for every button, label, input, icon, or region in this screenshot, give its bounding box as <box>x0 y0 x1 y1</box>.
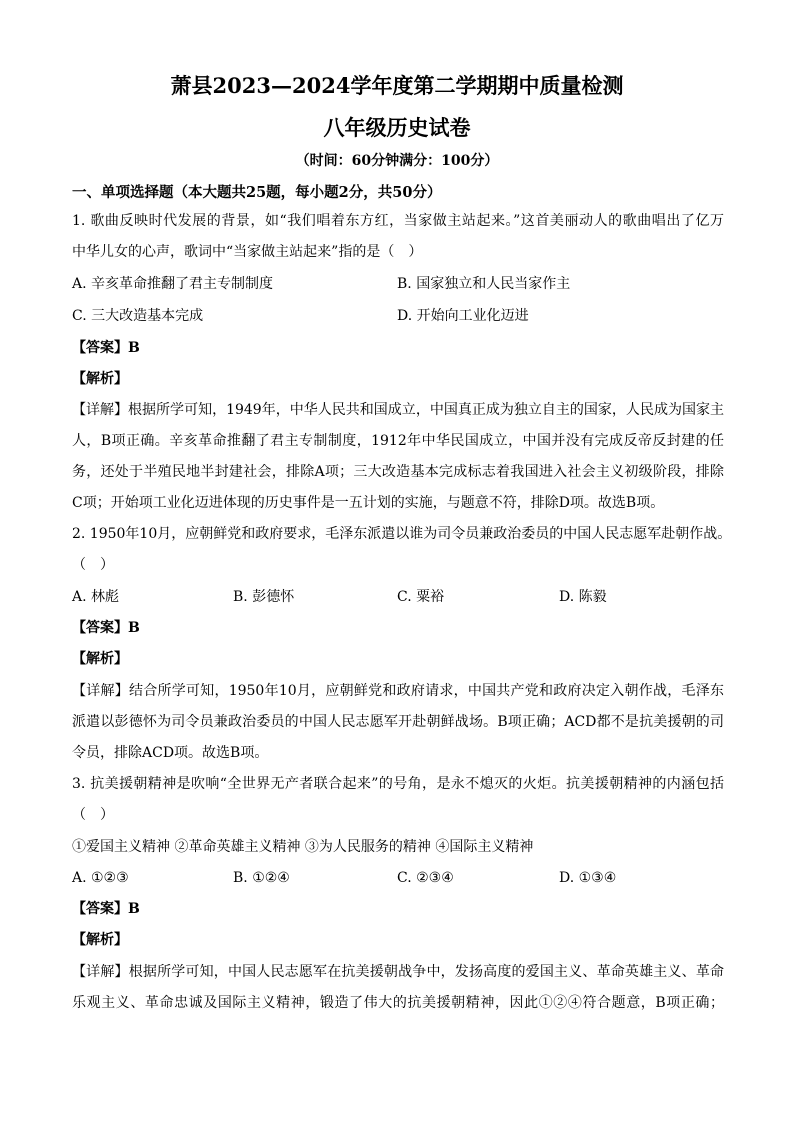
q3-stem-line-2: （ ） <box>72 807 114 823</box>
q3-stem-line-1: 3. 抗美援朝精神是吹响“全世界无产者联合起来”的号角，是永不熄灭的火炬。抗美援朝精神的内涵包括 <box>72 776 724 792</box>
exam-info: （时间：60分钟满分：100分） <box>295 153 499 169</box>
q1-option-b: B. 国家独立和人民当家作主 <box>397 276 571 292</box>
q3-detail-line-2: 乐观主义、革命忠诚及国际主义精神，锻造了伟大的抗美援朝精神，因此①②④符合题意，B项正确； <box>72 995 724 1011</box>
q3-option-d: D. ①③④ <box>559 870 617 886</box>
q1-option-a: A. 辛亥革命推翻了君主专制制度 <box>72 276 274 292</box>
exam-title: 萧县2023—2024学年度第二学期期中质量检测 <box>170 73 624 98</box>
q2-detail-line-3: 令员，排除ACD项。故选B项。 <box>72 745 269 761</box>
q2-option-d: D. 陈毅 <box>559 589 607 605</box>
q1-answer: 【答案】B <box>72 340 140 356</box>
q3-answer: 【答案】B <box>72 901 140 917</box>
q1-option-c: C. 三大改造基本完成 <box>72 308 204 324</box>
section-heading: 一、单项选择题（本大题共25题，每小题2分，共50分） <box>72 184 442 201</box>
q1-option-d: D. 开始向工业化迈进 <box>397 308 529 324</box>
q3-analysis-label: 【解析】 <box>72 932 128 948</box>
q2-option-b: B. 彭德怀 <box>233 589 295 605</box>
q1-stem-line-2: 中华儿女的心声，歌词中“当家做主站起来”指的是（ ） <box>72 244 423 260</box>
q3-option-a: A. ①②③ <box>72 870 129 886</box>
q1-detail-line-2: 人，B项正确。辛亥革命推翻了君主专制制度，1912年中华民国成立，中国并没有完成反帝反封建的任 <box>72 433 724 449</box>
q2-stem-line-1: 2. 1950年10月，应朝鲜党和政府要求，毛泽东派遣以谁为司令员兼政治委员的中国人民志愿军赴朝作战。 <box>72 526 732 542</box>
q3-option-b: B. ①②④ <box>233 870 290 886</box>
q3-items: ①爱国主义精神 ②革命英雄主义精神 ③为人民服务的精神 ④国际主义精神 <box>72 839 534 855</box>
q2-detail-line-2: 派遣以彭德怀为司令员兼政治委员的中国人民志愿军开赴朝鲜战场。B项正确；ACD都不是抗美援朝的司 <box>72 714 724 730</box>
q2-option-a: A. 林彪 <box>72 589 120 605</box>
q2-option-c: C. 粟裕 <box>397 589 445 605</box>
q2-detail-line-1: 【详解】结合所学可知，1950年10月，应朝鲜党和政府请求，中国共产党和政府决定入朝作战，毛泽东 <box>72 683 724 699</box>
exam-subtitle: 八年级历史试卷 <box>323 115 471 140</box>
q2-answer: 【答案】B <box>72 620 140 636</box>
q3-detail-line-1: 【详解】根据所学可知，中国人民志愿军在抗美援朝战争中，发扬高度的爱国主义、革命英雄主义、革命 <box>72 964 724 980</box>
q1-detail-line-1: 【详解】根据所学可知，1949年，中华人民共和国成立，中国真正成为独立自主的国家，人民成为国家主 <box>72 402 724 418</box>
q1-detail-line-3: 务，还处于半殖民地半封建社会，排除A项；三大改造基本完成标志着我国进入社会主义初级阶段，排除 <box>72 464 724 480</box>
q3-option-c: C. ②③④ <box>397 870 454 886</box>
q1-detail-line-4: C项；开始项工业化迈进体现的历史事件是一五计划的实施，与题意不符，排除D项。故选B项。 <box>72 495 665 511</box>
q2-analysis-label: 【解析】 <box>72 651 128 667</box>
q1-stem-line-1: 1. 歌曲反映时代发展的背景，如“我们唱着东方红，当家做主站起来。”这首美丽动人的歌曲唱出了亿万 <box>72 213 724 229</box>
q1-analysis-label: 【解析】 <box>72 371 128 387</box>
q2-stem-line-2: （ ） <box>72 557 114 573</box>
